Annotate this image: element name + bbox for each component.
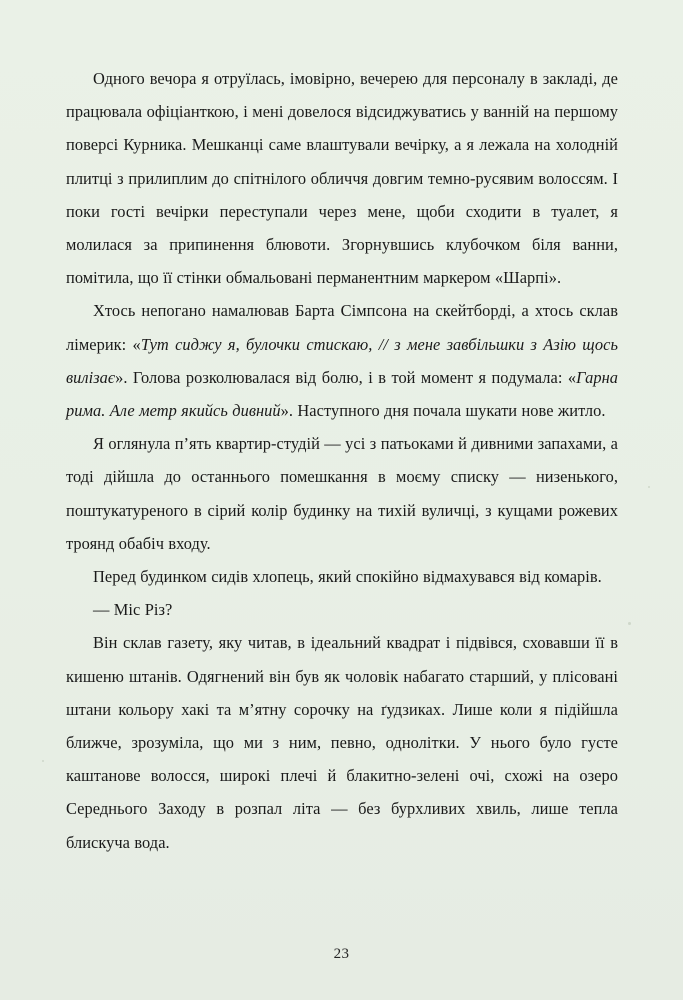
text-run-italic: Тут сиджу я, булочки стискаю, // з мене завбільшки з Азію щось вилізає [66,334,618,387]
paragraph: Одного вечора я отруїлась, імовірно, вечерею для персоналу в закладі, де працювала офіціанткою, і мені довелося відсиджуватись у ванній на першому поверсі Курника. Мешканці саме влаштували вечірку, а я лежала на холодній плитці з прилиплим до спітнілого обличчя довгим темно-русявим волоссям. І поки гості вечірки переступали через мене, щоби сходити в туалет, я молилася за припинення блювоти. Згорнувшись клубочком біля ванни, помітила, що її стінки обмальовані перманентним маркером «Шарпі». [66,69,618,288]
text-run-italic: Гарна рима. Але метр якийсь дивний [66,367,618,421]
paragraph: Я оглянула п’ять квартир-студій — усі з патьоками й дивними запахами, а тоді дійшла до останнього помешкання в моєму списку — низенького, поштукатуреного в сірий колір будинку на тихій вуличці, з кущами рожевих троянд обабіч входу. [66,434,618,553]
text-run: ». Голова розколювалася від болю, і в той момент я подумала: « [115,367,577,387]
paper-speck [648,486,650,488]
paragraph: Він склав газету, яку читав, в ідеальний квадрат і підвівся, сховавши її в кишеню штанів. Одягнений він був як чоловік набагато старший, у плісовані штани кольору хакі та м’ятну сорочку на ґудзиках. Лише коли я підійшла ближче, зрозуміла, що ми з ним, певно, однолітки. У нього було густе каштанове волосся, широкі плечі й блакитно-зелені очі, схожі на озеро Середнього Заходу в розпал літа — без бурхливих хвиль, лише тепла блискуча вода. [66,633,618,852]
page-number: 23 [333,946,350,962]
paper-speck [628,622,631,625]
paragraph: Перед будинком сидів хлопець, який спокійно відмахувався від комарів. [93,567,602,587]
paragraph [66,294,618,427]
paper-speck [42,760,44,762]
body-text-column [66,62,618,859]
paragraph-dialogue: — Міс Різ? [93,600,173,620]
text-run: Хтось непогано намалював Барта Сімпсона на скейтборді, а хтось склав лімерик: « [66,301,618,354]
text-run: ». Наступного дня почала шукати нове житло. [280,401,606,421]
